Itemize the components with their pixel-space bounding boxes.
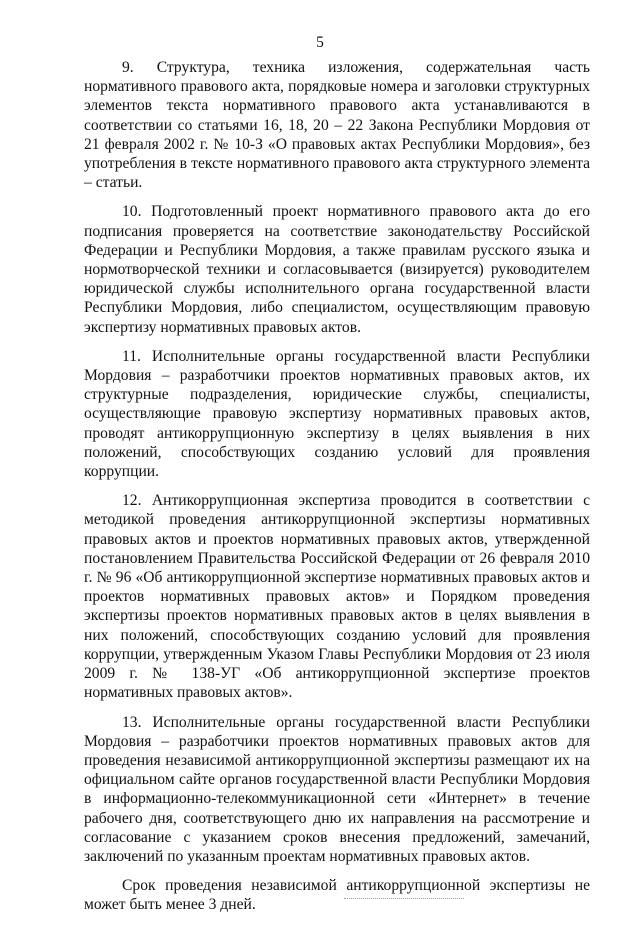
paragraph-item-9: 9. Структура, техника изложения, содержательная часть нормативного правового акта, порядковые номера и заголовки структурных элементов текста нормативного правового акта устанавливаются в соответствии со статьями 16, 18, 20 – 22 Закона Республики Мордовия от 21 февраля 2002 г. № 10-З «О правовых актах Республики Мордовия», без употребления в тексте нормативного правового акта структурного элемента – статьи.	[84, 59, 590, 192]
paragraph-item-12: 12. Антикоррупционная экспертиза проводится в соответствии с методикой проведения антикоррупционной экспертизы нормативных правовых актов и проектов нормативных правовых актов, утвержденной постановлением Правительства Российской Федерации от 26 февраля 2010 г. № 96 «Об антикоррупционной экспертизе нормативных правовых актов и проектов нормативных правовых актов» и Порядком проведения экспертизы проектов нормативных правовых актов в целях выявления в них положений, способствующих созданию условий для проявления коррупции, утвержденным Указом Главы Республики Мордовия от 23 июля 2009 г. № 138-УГ «Об антикоррупционной экспертизе проектов нормативных правовых актов».	[84, 492, 590, 702]
paragraph-item-13: 13. Исполнительные органы государственной власти Республики Мордовия – разработчики проектов нормативных правовых актов для проведения независимой антикоррупционной экспертизы размещают их на официальном сайте органов государственной власти Республики Мордовия в информационно-телекоммуникационной сети «Интернет» в течение рабочего дня, соответствующего дню их направления на рассмотрение и согласование с указанием сроков внесения предложений, замечаний, заключений по указанным проектам нормативных правовых актов.	[84, 713, 590, 865]
paragraph-expertise-period: Срок проведения независимой антикоррупционной экспертизы не может быть менее 3 дней.	[84, 877, 590, 914]
paragraph-item-10: 10. Подготовленный проект нормативного правового акта до его подписания проверяется на соответствие законодательству Российской Федерации и Республики Мордовия, а также правилам русского языка и нормотворческой техники и согласовывается (визируется) руководителем юридической службы исполнительного органа государственной власти Республики Мордовия, либо специалистом, осуществляющим правовую экспертизу нормативных правовых актов.	[84, 203, 590, 336]
page-number: 5	[316, 34, 324, 51]
paragraph-item-11: 11. Исполнительные органы государственной власти Республики Мордовия – разработчики проектов нормативных правовых актов, их структурные подразделения, юридические службы, специалисты, осуществляющие правовую экспертизу нормативных правовых актов, проводят антикоррупционную экспертизу в целях выявления в них положений, способствующих созданию условий для проявления коррупции.	[84, 347, 590, 481]
document-body	[84, 58, 590, 925]
scan-artifact	[344, 898, 464, 901]
